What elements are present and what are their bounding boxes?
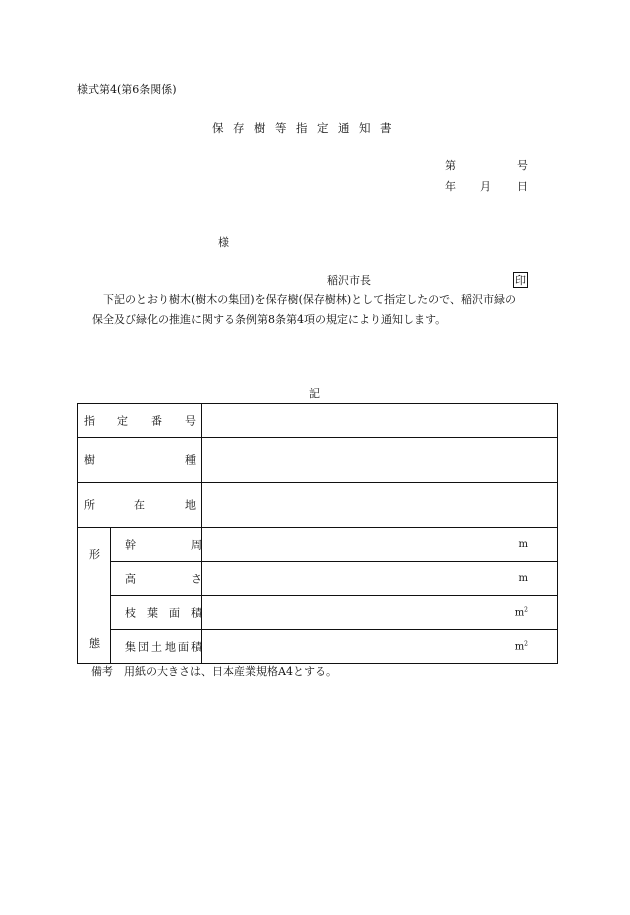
unit-meter: m [518, 538, 528, 550]
table-row [78, 630, 558, 664]
form-label-bottom: 態 [89, 637, 100, 650]
height-value[interactable] [202, 562, 558, 596]
group-land-area-label: 集 団 土 地 面 積 [111, 630, 202, 664]
document-title: 保存樹等指定通知書 [212, 121, 401, 135]
table-row [78, 404, 558, 438]
foliage-area-label: 枝 葉 面 積 [111, 596, 202, 630]
issuer-name: 稲沢市長 [327, 274, 371, 287]
form-label-top: 形 [89, 548, 100, 561]
unit-square-meter: $m^2$ [514, 606, 528, 618]
date-day: 日 [517, 180, 528, 193]
table-row [78, 562, 558, 596]
height-label: 高 さ [111, 562, 202, 596]
table-row [78, 438, 558, 483]
group-land-area-value[interactable] [202, 630, 558, 664]
date-month: 月 [480, 180, 491, 193]
designation-number-label: 指 定 番 号 [78, 404, 202, 438]
foliage-area-value[interactable] [202, 596, 558, 630]
unit-square-meter: $m^2$ [514, 640, 528, 652]
location-value[interactable] [202, 483, 558, 528]
number-suffix: 号 [517, 159, 528, 172]
species-value[interactable] [202, 438, 558, 483]
table-row [78, 483, 558, 528]
body-text-line-2: 保全及び緑化の推進に関する条例第8条第4項の規定により通知します。 [92, 313, 447, 326]
remarks-note: 備考 用紙の大きさは、日本産業規格A4とする。 [91, 665, 337, 678]
details-table [77, 403, 558, 664]
table-row [78, 528, 558, 562]
form-label: 様式第4(第6条関係) [77, 83, 177, 96]
addressee: 様 [218, 236, 229, 249]
number-prefix: 第 [445, 159, 456, 172]
unit-meter: m [518, 572, 528, 584]
ki-heading: 記 [309, 387, 320, 400]
table-row [78, 596, 558, 630]
form-side-label [78, 528, 111, 664]
trunk-girth-label: 幹 周 [111, 528, 202, 562]
seal-mark: 印 [515, 274, 526, 287]
trunk-girth-value[interactable] [202, 528, 558, 562]
designation-number-value[interactable] [202, 404, 558, 438]
date-year: 年 [445, 180, 456, 193]
species-label: 樹 種 [78, 438, 202, 483]
location-label: 所 在 地 [78, 483, 202, 528]
body-text-line-1: 下記のとおり樹木(樹木の集団)を保存樹(保存樹林)として指定したので、稲沢市緑の [103, 293, 516, 306]
